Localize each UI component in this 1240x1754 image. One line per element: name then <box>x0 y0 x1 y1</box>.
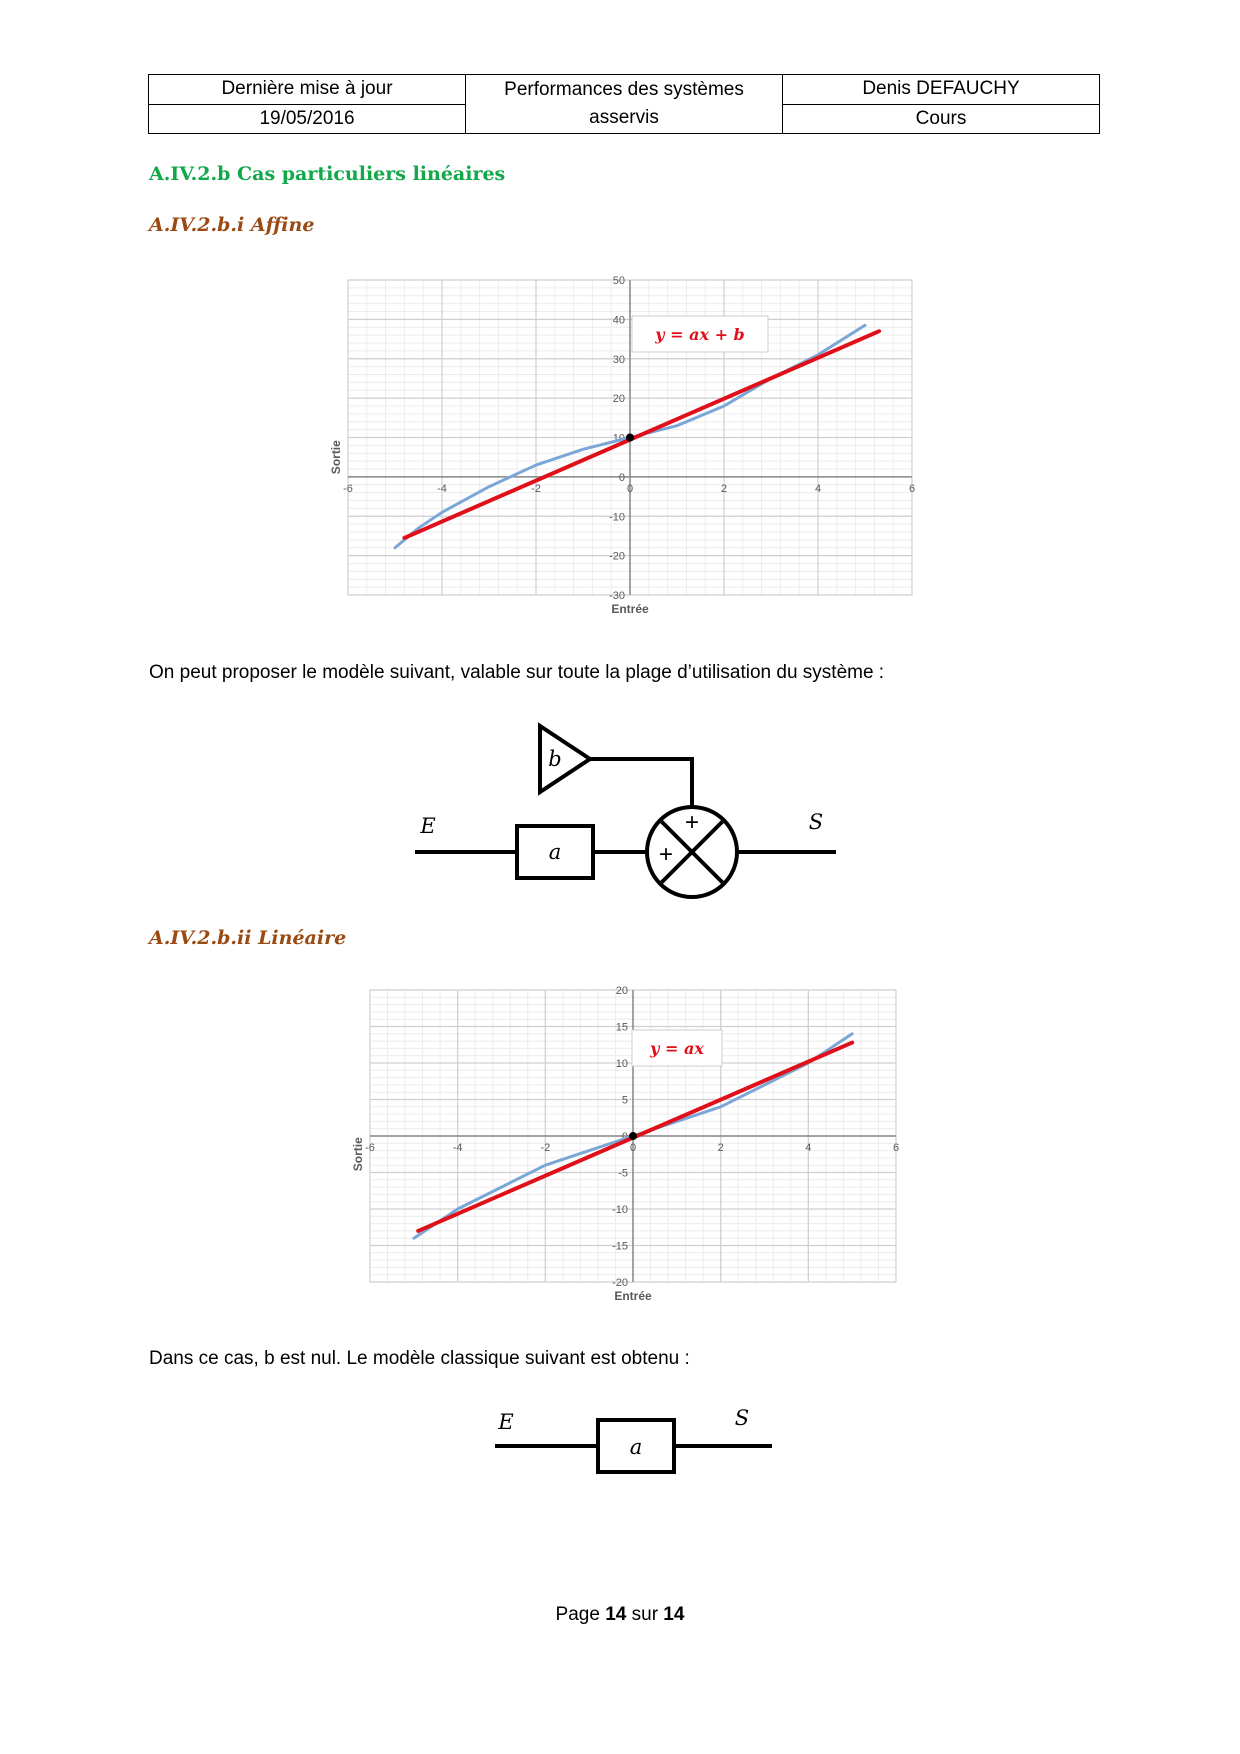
sign-left: + <box>658 841 674 868</box>
header-title <box>466 75 783 134</box>
y-tick-label: -20 <box>612 1277 628 1289</box>
x-tick-label: 0 <box>626 482 634 495</box>
y-tick-label: -10 <box>609 511 625 524</box>
x-axis-title: Entrée <box>611 602 649 616</box>
output-label: S <box>808 810 824 834</box>
input-label: E <box>420 814 436 838</box>
footer-page-word: Page <box>555 1604 606 1625</box>
y-tick-label: -15 <box>612 1240 628 1253</box>
y-tick-label: 20 <box>612 393 625 406</box>
y-axis-title: Sortie <box>351 1137 365 1172</box>
y-tick-label: 0 <box>621 1131 628 1143</box>
y-tick-label: 0 <box>618 471 625 484</box>
x-tick-label: 4 <box>805 1142 812 1154</box>
x-tick-label: 2 <box>720 482 728 495</box>
header-title-line1: Performances des systèmes <box>504 79 744 100</box>
x-tick-label: 4 <box>814 482 822 495</box>
x-tick-label: 2 <box>717 1142 724 1154</box>
y-tick-label: 10 <box>615 1058 628 1070</box>
footer-page-number: 14 <box>605 1604 627 1625</box>
linear-block-diagram <box>480 1398 800 1488</box>
header-author: Denis DEFAUCHY <box>783 75 1100 105</box>
lineaire-paragraph: Dans ce cas, b est nul. Le modèle classique suivant est obtenu : <box>149 1348 690 1369</box>
affine-block-diagram <box>400 716 860 902</box>
equation-label: y = ax + b <box>655 325 745 344</box>
x-tick-label: -2 <box>540 1142 551 1154</box>
header-updated-date: 19/05/2016 <box>149 104 466 134</box>
section-heading: A.IV.2.b Cas particuliers linéaires <box>149 163 506 185</box>
affine-paragraph: On peut proposer le modèle suivant, valable sur toute la plage d’utilisation du système : <box>149 662 885 683</box>
header-title-line2: asservis <box>589 107 659 128</box>
y-tick-label: 5 <box>621 1094 628 1107</box>
offset-label: b <box>548 747 562 771</box>
page-footer <box>0 1604 1240 1626</box>
header-updated-label: Dernière mise à jour <box>149 75 466 105</box>
origin-marker-point <box>626 434 634 442</box>
affine-heading: A.IV.2.b.i Affine <box>149 214 315 236</box>
y-tick-label: -30 <box>609 590 625 602</box>
gain-label: a <box>548 840 562 864</box>
x-tick-label: -6 <box>343 482 353 495</box>
y-tick-label: -20 <box>609 550 625 563</box>
y-tick-label: 10 <box>612 432 625 445</box>
input-label: E <box>498 1410 514 1434</box>
x-axis-title: Entrée <box>614 1289 652 1302</box>
x-tick-label: 6 <box>908 482 916 495</box>
y-tick-label: -5 <box>618 1167 628 1180</box>
x-tick-label: -2 <box>531 482 541 495</box>
header-doc-type: Cours <box>783 104 1100 134</box>
y-tick-label: 20 <box>615 985 628 997</box>
x-tick-label: -4 <box>437 482 447 495</box>
footer-of-word: sur <box>626 1604 664 1625</box>
affine-chart <box>310 272 930 632</box>
lineaire-heading: A.IV.2.b.ii Linéaire <box>149 927 347 949</box>
y-tick-label: 15 <box>615 1021 628 1034</box>
y-tick-label: 30 <box>612 353 625 366</box>
sign-top: + <box>684 809 700 836</box>
y-tick-label: 50 <box>612 275 625 287</box>
x-tick-label: 0 <box>629 1142 637 1154</box>
offset-line <box>590 759 692 807</box>
header-table <box>148 74 1100 134</box>
output-label: S <box>734 1406 750 1430</box>
origin-marker-point <box>629 1132 637 1140</box>
x-tick-label: 6 <box>892 1142 900 1154</box>
y-axis-title: Sortie <box>329 440 343 475</box>
gain-label: a <box>629 1435 643 1459</box>
x-tick-label: -4 <box>452 1142 463 1154</box>
y-tick-label: 40 <box>612 314 625 327</box>
equation-label: y = ax <box>650 1039 704 1058</box>
y-tick-label: -10 <box>612 1204 628 1216</box>
footer-page-total: 14 <box>663 1604 685 1625</box>
linear-chart <box>340 982 920 1302</box>
x-tick-label: -6 <box>365 1142 375 1154</box>
